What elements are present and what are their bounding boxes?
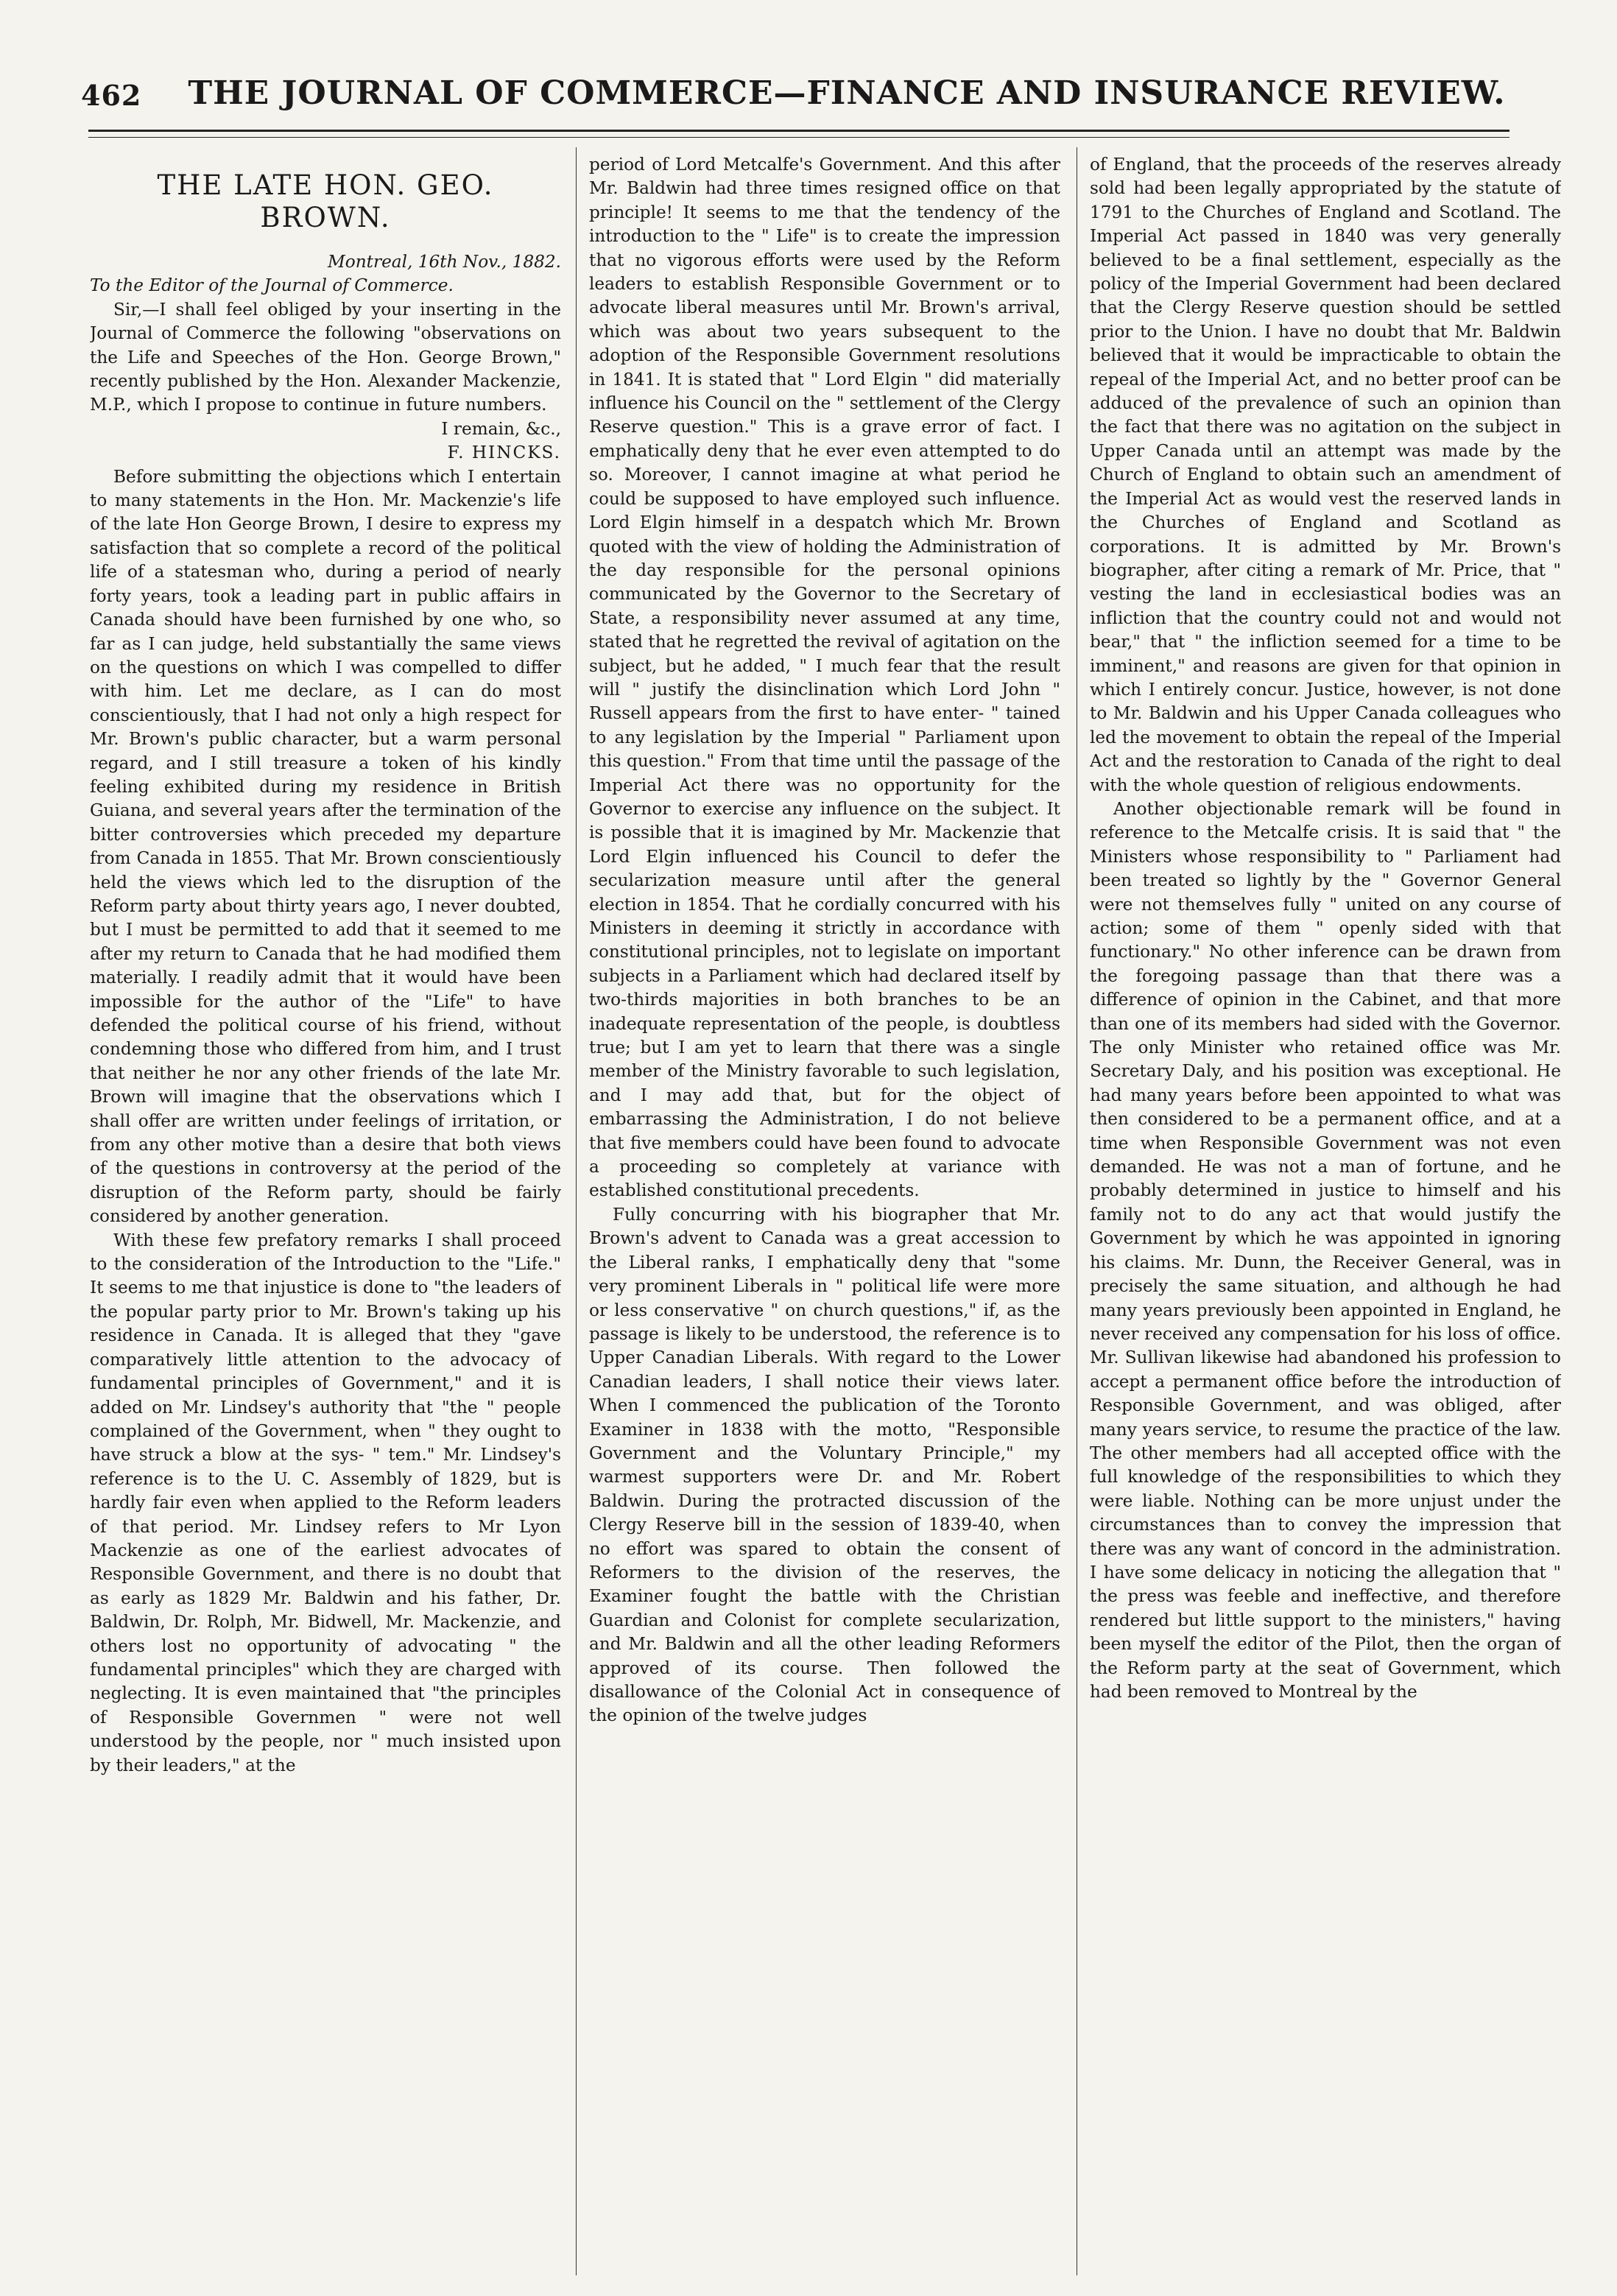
paragraph: With these few prefatory remarks I shall proceed to the consideration of the Introduction to the "Life." It seems to me that injustice is done to "the leaders of the popular party prior to Mr. Brown's taking up his residence in Canada. It is alleged that they "gave comparatively little attention to the advocacy of fundamental principles of Government," and it is added on Mr. Lindsey's authority that "the " people complained of the Government, when " they ought to have struck a blow at the sys- " tem." Mr. Lindsey's reference is to the U. C. Assembly of 1829, but is hardly fair even when applied to the Reform leaders of that period. Mr. Lindsey refers to Mr Lyon Mackenzie as one of the earliest advocates of Responsible Government, and there is no doubt that as early as 1829 Mr. Baldwin and his father, Dr. Baldwin, Dr. Rolph, Mr. Bidwell, Mr. Mackenzie, and others lost no opportunity of advocating " the fundamental principles" which they are charged with neglecting. It is even maintained that "the principles of Responsible Governmen " were not well understood by the people, nor " much insisted upon by their leaders," at the (90, 1230, 561, 1775)
paragraph: of England, that the proceeds of the reserves already sold had been legally appropriated by the statute of 1791 to the Churches of England and Scotland. The Imperial Act passed in 1840 was very generally believed to be a final settlement, especially as the policy of the Imperial Government had been declared that the Clergy Reserve question should be settled prior to the Union. I have no doubt that Mr. Baldwin believed that it would be impracticable to obtain the repeal of the Imperial Act, and no better proof can be adduced of the prevalence of such an opinion than the fact that there was no agitation on the subject in Upper Canada until an attempt was made by the Church of England to obtain such an amendment of the Imperial Act as would vest the reserved lands in the Churches of England and Scotland as corporations. It is admitted by Mr. Brown's biographer, after citing a remark of Mr. Price, that " vesting the land in ecclesiastical bodies was an infliction that the country could not and would not bear," that " the infliction seemed for a time to be imminent," and reasons are given for that opinion in which I entirely concur. Justice, however, is not done to Mr. Baldwin and his Upper Canada colleagues who led the movement to obtain the repeal of the Imperial Act and the restoration to Canada of the right to deal with the whole question of religious endowments. (1090, 155, 1561, 795)
column-3 (1090, 153, 1561, 2274)
paragraph: period of Lord Metcalfe's Government. And this after Mr. Baldwin had three times resigned office on that principle! It seems to me that the tendency of the introduction to the " Life" is to create the impression that no vigorous efforts were used by the Reform leaders to establish Responsible Government or to advocate liberal measures until Mr. Brown's arrival, which was about two years subsequent to the adoption of the Responsible Government resolutions in 1841. It is stated that " Lord Elgin " did materially influence his Council on the " settlement of the Clergy Reserve question." This is a grave error of fact. I emphatically deny that he ever even attempted to do so. Moreover, I cannot imagine at what period he could be supposed to have employed such influence. Lord Elgin himself in a despatch which Mr. Brown quoted with the view of holding the Administration of the day responsible for the personal opinions communicated by the Governor to the Secretary of State, a responsibility never assumed at any time, stated that he regretted the revival of agitation on the subject, but he added, " I much fear that the result will " justify the disinclination which Lord John " Russell appears from the first to have enter- " tained to any legislation by the Imperial " Parliament upon this question." From that time until the passage of the Imperial Act there was no opportunity for the Governor to exercise any influence on the subject. It is possible that it is imagined by Mr. Mackenzie that Lord Elgin influenced his Council to defer the secularization measure until after the general election in 1854. That he cordially concurred with his Ministers in deeming it strictly in accordance with constitutional principles, not to legislate on important subjects in a Parliament which had declared itself by two-thirds majorities in both branches to be an inadequate representation of the people, is doubtless true; but I am yet to learn that there was a single member of the Ministry favorable to such legislation, and I may add that, but for the object of embarrassing the Administration, I do not believe that five members could have been found to advocate a proceeding so completely at variance with established constitutional precedents. (589, 155, 1060, 1201)
paragraph: Before submitting the objections which I entertain to many statements in the Hon. Mr. Mackenzie's life of the late Hon George Brown, I desire to express my satisfaction that so complete a record of the political life of a statesman who, during a period of nearly forty years, took a leading part in public affairs in Canada should have been furnished by one who, so far as I can judge, held substantially the same views on the questions on which I was compelled to differ with him. Let me declare, as I can do most conscientiously, that I had not only a high respect for Mr. Brown's public character, but a warm personal regard, and I still treasure a token of his kindly feeling exhibited during my residence in British Guiana, and several years after the termination of the bitter controversies which preceded my departure from Canada in 1855. That Mr. Brown conscientiously held the views which led to the disruption of the Reform party about thirty years ago, I never doubted, but I must be permitted to add that it seemed to me after my return to Canada that he had modified them materially. I readily admit that it would have been impossible for the author of the "Life" to have defended the political course of his friend, without condemning those who differed from him, and I trust that neither he nor any other friends of the late Mr. Brown will imagine that the observations which I shall offer are written under feelings of irritation, or from any other motive than a desire that both views of the questions in controversy at the period of the disruption of the Reform party, should be fairly considered by another generation. (90, 466, 561, 1227)
page-header (74, 70, 1546, 129)
column-1 (90, 153, 561, 2274)
header-rule-thick (88, 130, 1509, 132)
dateline: Montreal, 16th Nov., 1882. (328, 252, 561, 272)
paragraph: Fully concurring with his biographer that Mr. Brown's advent to Canada was a great accession to the Liberal ranks, I emphatically deny that "some very prominent Liberals in " political life were more or less conservative " on church questions," if, as the passage is likely to be understood, the reference is to Upper Canadian Liberals. With regard to the Lower Canadian leaders, I shall notice their views later. When I commenced the publication of the Toronto Examiner in 1838 with the motto, "Responsible Government and the Voluntary Principle," my warmest supporters were Dr. and Mr. Robert Baldwin. During the protracted discussion of the Clergy Reserve bill in the session of 1839-40, when no effort was spared to obtain the consent of Reformers to the division of the reserves, the Examiner fought the battle with the Christian Guardian and Colonist for complete secularization, and Mr. Baldwin and all the other leading Reformers approved of its course. Then followed the disallowance of the Colonial Act in consequence of the opinion of the twelve judges (589, 1204, 1060, 1726)
header-rule-thin (88, 137, 1509, 138)
salutation: To the Editor of the Journal of Commerce. (90, 275, 454, 296)
column-2 (589, 153, 1060, 2274)
signature: F. HINCKS. (447, 443, 561, 463)
closing: I remain, &c., (441, 418, 561, 439)
paragraph: Another objectionable remark will be found in reference to the Metcalfe crisis. It is said that " the Ministers whose responsibility to " Parliament had been treated so lightly by the " Governor General were not themselves fully " united on any course of action; some of them " openly sided with that functionary." No other inference can be drawn from the foregoing passage than that there was a difference of opinion in the Cabinet, and that more than one of its members had sided with the Governor. The only Minister who retained office was Mr. Secretary Daly, and his position was exceptional. He had many years before been appointed to what was then considered to be a permanent office, and at a time when Responsible Government was not even demanded. He was not a man of fortune, and he probably determined in justice to himself and his family not to do any act that would justify the Government by which he was appointed in ignoring his claims. Mr. Dunn, the Receiver General, was in precisely the same situation, and although he had many years previously been appointed in England, he never received any compensation for his loss of office. Mr. Sullivan likewise had abandoned his profession to accept a permanent office before the introduction of Responsible Government, and was obliged, after many years service, to resume the practice of the law. The other members had all accepted office with the full knowledge of the responsibilities to which they were liable. Nothing can be more unjust under the circumstances than to convey the impression that there was any want of concord in the administration. I have some delicacy in noticing the allegation that " the press was feeble and ineffective, and therefore rendered but little support to the ministers," having been myself the editor of the Pilot, then the organ of the Reform party at the seat of Government, which had been removed to Montreal by the (1090, 798, 1561, 1702)
article-title: THE LATE HON. GEO. BROWN. (157, 169, 494, 233)
page-number: 462 (81, 79, 142, 112)
column-divider-1 (576, 147, 577, 2275)
running-title: THE JOURNAL OF COMMERCE—FINANCE AND INSURANCE REVIEW. (188, 74, 1506, 112)
paragraph: Sir,—I shall feel obliged by your inserting in the Journal of Commerce the following "observations on the Life and Speeches of the Hon. George Brown," recently published by the Hon. Alexander Mackenzie, M.P., which I propose to continue in future numbers. (90, 299, 561, 415)
